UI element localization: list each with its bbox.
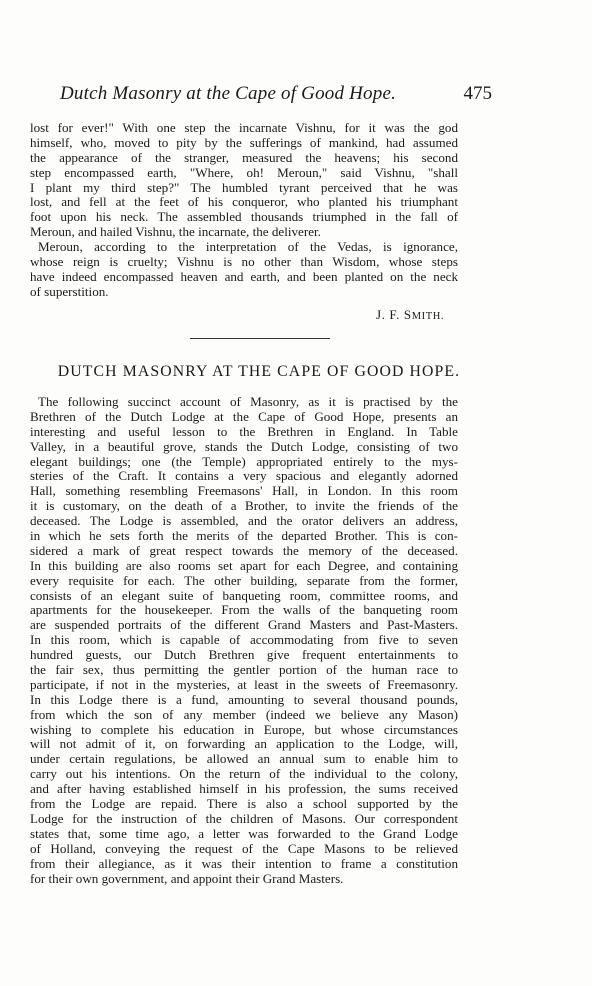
text-line: the fair sex, thus permitting the gentler portion of the human race to <box>30 662 458 678</box>
running-title: Dutch Masonry at the Cape of Good Hope. <box>60 83 397 104</box>
text-line: wishing to complete his education in Europe, but whose circumstances <box>30 721 458 737</box>
text-line: sidered a mark of great respect towards the memory of the deceased. <box>30 542 458 558</box>
text-line: In this Lodge there is a fund, amounting to several thousand pounds, <box>30 691 458 707</box>
text-line: Meroun, according to the interpretation of the Vedas, is ignorance, <box>38 239 458 255</box>
signature-surname-rest: MITH. <box>411 311 445 322</box>
text-line: from their allegiance, as it was their intention to frame a constitution <box>30 855 458 871</box>
text-line: Brethren of the Dutch Lodge at the Cape of Good Hope, presents an <box>30 408 458 424</box>
text-line: deceased. The Lodge is assembled, and the orator delivers an address, <box>30 513 458 529</box>
text-line: himself, who, moved to pity by the sufferings of mankind, had assumed <box>30 134 458 150</box>
text-line: participate, if not in the mysteries, at least in the sweets of Freemasonry. <box>30 676 458 692</box>
text-line: from which the son of any member (indeed we believe any Mason) <box>30 706 458 722</box>
text-line: every requisite for each. The other building, separate from the former, <box>30 572 458 588</box>
text-line: step encompassed earth, "Where, oh! Meroun," said Vishnu, "shall <box>30 164 458 180</box>
text-line: from the Lodge are repaid. There is also a school supported by the <box>30 796 458 812</box>
text-line: foot upon his neck. The assembled thousands triumphed in the fall of <box>30 209 458 225</box>
text-line: Meroun, and hailed Vishnu, the incarnate, the deliverer. <box>30 224 321 240</box>
text-line: will not admit of it, on forwarding an application to the Lodge, will, <box>30 736 458 752</box>
text-line: Lodge for the instruction of the children of Masons. Our correspondent <box>30 810 458 826</box>
page-number: 475 <box>463 83 492 104</box>
text-line: for their own government, and appoint their Grand Masters. <box>30 870 344 886</box>
text-line: and after having established himself in his profession, the sums received <box>30 781 458 797</box>
text-line: interesting and useful lesson to the Brethren in England. In Table <box>30 423 458 439</box>
text-line: under certain regulations, be allowed an annual sum to enable him to <box>30 751 458 767</box>
text-line: lost for ever!" With one step the incarnate Vishnu, for it was the god <box>30 120 458 135</box>
text-line: the appearance of the stranger, measured the heavens; his second <box>30 149 458 165</box>
text-line: carry out his intentions. On the return of the individual to the colony, <box>30 766 458 782</box>
text-line: are suspended portraits of the different Grand Masters and Past-Masters. <box>30 617 458 633</box>
section-body <box>30 395 458 886</box>
text-line: apartments for the housekeeper. From the walls of the banqueting room <box>30 602 458 618</box>
text-line: The following succinct account of Masonry, as it is practised by the <box>38 394 458 409</box>
continued-text <box>30 121 458 300</box>
text-line: have indeed encompassed heaven and earth, and been planted on the neck <box>30 268 458 284</box>
running-head <box>60 83 492 107</box>
text-line: states that, some time ago, a letter was forwarded to the Grand Lodge <box>30 825 458 841</box>
text-line: of Holland, conveying the request of the Cape Masons to be relieved <box>30 840 458 856</box>
text-line: elegant buildings; one (the Temple) appropriated entirely to the mys- <box>30 453 458 469</box>
text-line: In this room, which is capable of accommodating from five to seven <box>30 632 458 648</box>
text-line: I plant my third step?" The humbled tyrant perceived that he was <box>30 179 458 195</box>
author-signature <box>376 307 444 323</box>
text-line: whose reign is cruelty; Vishnu is no other than Wisdom, whose steps <box>30 254 458 270</box>
text-line: it is customary, on the death of a Brother, to invite the friends of the <box>30 498 458 514</box>
text-line: steries of the Craft. It contains a very spacious and elegantly adorned <box>30 468 458 484</box>
text-line: Hall, something resembling Freemasons' Hall, in London. In this room <box>30 483 458 499</box>
text-line: Valley, in a beautiful grove, stands the Dutch Lodge, consisting of two <box>30 438 458 454</box>
text-line: hundred guests, our Dutch Brethren give frequent entertainments to <box>30 647 458 663</box>
section-heading: DUTCH MASONRY AT THE CAPE OF GOOD HOPE. <box>57 363 461 380</box>
section-divider <box>190 338 330 339</box>
text-line: consists of an elegant suite of banqueting room, committee rooms, and <box>30 587 458 603</box>
signature-initials: J. F. S <box>376 307 412 322</box>
text-line: lost, and fell at the feet of his conqueror, who planted his triumphant <box>30 194 458 210</box>
text-line: in which he sets forth the merits of the departed Brother. This is con- <box>30 528 458 544</box>
text-line: of superstition. <box>30 283 109 299</box>
text-line: In this building are also rooms set apart for each Degree, and containing <box>30 557 458 573</box>
